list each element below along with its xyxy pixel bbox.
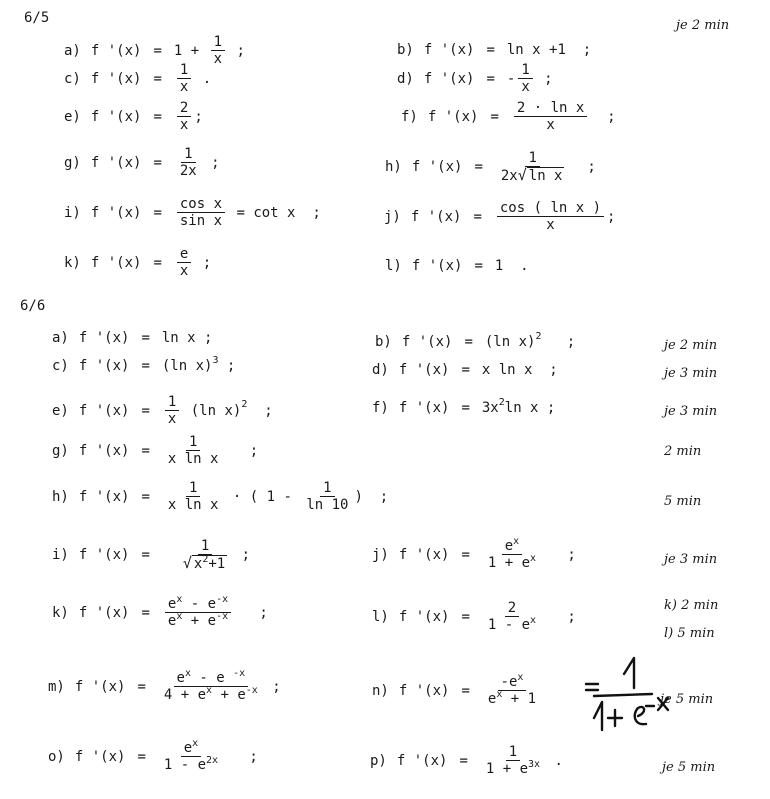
item-lhs: f '(x)	[78, 604, 130, 621]
item-lhs: f '(x)	[396, 752, 448, 769]
exponent: x	[530, 553, 537, 565]
item-6-6-h	[52, 480, 388, 513]
fraction	[165, 480, 222, 513]
denominator	[165, 613, 231, 629]
item-suffix: ;	[542, 608, 576, 625]
exponent: x	[530, 615, 537, 627]
item-letter: h)	[52, 488, 69, 505]
fraction	[177, 62, 191, 95]
item-letter: j)	[384, 208, 401, 225]
item-prefix: -	[506, 70, 516, 87]
equals-sign: =	[461, 682, 470, 699]
denominator-base: 1 + e	[487, 555, 531, 572]
item-lhs: f '(x)	[398, 546, 450, 563]
item-letter: h)	[385, 159, 402, 176]
numerator: 1	[181, 146, 195, 163]
numerator-base: e	[183, 740, 193, 756]
fraction	[177, 246, 191, 279]
item-suffix: ;	[224, 748, 258, 765]
item-lhs: f '(x)	[90, 254, 142, 271]
fraction	[161, 740, 221, 773]
item-suffix: ;	[542, 546, 576, 563]
denominator: x ln x	[167, 497, 219, 514]
denominator	[485, 617, 539, 633]
item-letter: g)	[64, 154, 81, 171]
item-lhs: f '(x)	[398, 362, 450, 378]
numerator: 1	[518, 62, 532, 79]
sqrt-radicand: ln x	[528, 168, 563, 185]
item-6-6-k	[52, 596, 268, 629]
item-6-5-k	[64, 246, 211, 279]
item-suffix: ;	[194, 254, 212, 271]
numerator: cos ( ln x )	[497, 200, 604, 217]
numerator: 2	[505, 600, 519, 617]
item-letter: k)	[64, 254, 81, 271]
fraction	[485, 600, 539, 633]
exponent: 2	[241, 399, 248, 411]
item-letter: p)	[370, 752, 387, 769]
item-lhs: f '(x)	[423, 70, 475, 87]
sqrt-radicand	[192, 555, 227, 572]
item-lhs: f '(x)	[78, 358, 130, 374]
equals-sign: =	[153, 154, 162, 171]
exponent: 2	[535, 330, 542, 342]
fraction	[177, 196, 225, 229]
numerator-base: e	[176, 670, 185, 686]
item-letter: f)	[372, 400, 389, 416]
item-suffix: ;	[228, 42, 245, 59]
numerator	[502, 538, 522, 555]
exponent: -x	[216, 611, 229, 623]
fraction	[180, 538, 230, 572]
equals-sign: =	[153, 108, 162, 125]
exponent: x	[517, 672, 524, 683]
item-letter: e)	[64, 108, 81, 125]
numerator: cos x	[177, 196, 225, 213]
item-suffix: ;	[541, 334, 576, 350]
numerator: 1	[186, 480, 200, 497]
item-prefix: x ln x ;	[481, 362, 558, 378]
numerator: 1	[177, 62, 191, 79]
item-lhs: f '(x)	[398, 608, 450, 625]
numerator-middle: - e	[182, 596, 217, 612]
time-note-6-6-n: je 5 min	[660, 692, 714, 707]
exponent: -x	[216, 594, 229, 605]
item-lhs: f '(x)	[410, 208, 462, 225]
denominator-base: 4 + e	[163, 687, 207, 704]
item-lhs: f '(x)	[427, 108, 479, 125]
denominator: ln 10	[306, 497, 349, 514]
exponent: x	[176, 594, 183, 605]
equals-sign: =	[137, 678, 146, 695]
time-note-6-6-g: 2 min	[664, 444, 702, 459]
section-label-6-5: 6/5	[24, 10, 50, 26]
radicand-tail: +1	[208, 556, 226, 573]
denominator	[180, 555, 230, 572]
item-lhs: f '(x)	[90, 108, 142, 125]
item-letter: b)	[397, 42, 414, 58]
equals-sign: =	[486, 70, 495, 87]
item-suffix: ;	[218, 358, 236, 374]
item-letter: k)	[52, 604, 69, 621]
item-lhs: f '(x)	[411, 258, 463, 274]
item-prefix: ln x +1 ;	[506, 42, 592, 58]
fraction	[165, 434, 222, 467]
denominator: x	[179, 117, 189, 134]
equals-sign: =	[461, 362, 470, 378]
item-suffix: ;	[535, 70, 553, 87]
item-suffix: ;	[202, 154, 220, 171]
denominator: x	[546, 117, 555, 134]
item-lhs: f '(x)	[78, 547, 130, 564]
numerator: e	[177, 246, 191, 263]
item-6-5-d	[397, 62, 553, 95]
time-note-6-6-k: k) 2 min	[664, 598, 719, 613]
denominator: x	[179, 263, 189, 280]
item-letter: i)	[52, 547, 69, 564]
time-note-6-6-p: je 5 min	[662, 760, 716, 775]
time-note-6-6-d: je 3 min	[664, 366, 718, 381]
item-6-5-i	[64, 196, 321, 229]
item-suffix: ;	[263, 678, 281, 695]
hand-denominator-one	[594, 702, 602, 730]
equals-sign: =	[141, 604, 150, 621]
item-suffix: ;	[570, 159, 596, 176]
item-prefix: 1 +	[173, 42, 208, 59]
numerator-base: e	[167, 596, 177, 612]
item-6-5-f	[401, 100, 616, 133]
exponent: 3x	[528, 759, 541, 771]
denominator-prefix: 2x	[500, 168, 518, 185]
equals-sign: =	[461, 608, 470, 625]
fraction	[211, 34, 225, 67]
equals-sign: =	[490, 108, 499, 125]
exponent: x	[184, 668, 191, 679]
denominator-base: 1 + e	[485, 761, 529, 778]
numerator: 2	[177, 100, 191, 117]
equals-sign: =	[141, 358, 150, 374]
denominator	[161, 687, 261, 703]
item-6-6-g	[52, 434, 258, 467]
item-prefix: (ln x)	[161, 358, 213, 374]
fraction	[165, 394, 179, 427]
denominator: 2x	[179, 163, 197, 180]
equals-sign: =	[153, 204, 162, 221]
numerator: 1	[320, 480, 334, 497]
exponent: 3	[212, 354, 219, 366]
hand-fraction-bar	[594, 694, 652, 696]
numerator-base: e	[504, 538, 514, 554]
item-suffix: ;	[233, 547, 251, 564]
exponent: x	[176, 611, 183, 623]
equals-sign: =	[474, 159, 483, 176]
item-6-6-m	[48, 670, 281, 703]
item-letter: n)	[372, 682, 389, 699]
item-letter: d)	[372, 362, 389, 378]
item-letter: c)	[52, 358, 69, 374]
item-lhs: f '(x)	[90, 204, 142, 221]
item-6-5-j	[384, 200, 615, 233]
time-note-6-5: je 2 min	[676, 18, 730, 33]
item-6-6-e	[52, 394, 273, 427]
denominator	[498, 167, 568, 184]
item-6-6-d	[372, 362, 558, 378]
numerator-base: -e	[500, 674, 518, 690]
item-lhs: f '(x)	[78, 402, 130, 419]
denominator-base: 1 - e	[163, 757, 207, 774]
item-6-5-g	[64, 146, 220, 179]
item-6-6-c	[52, 354, 236, 374]
item-letter: c)	[64, 70, 81, 87]
denominator: x ln x	[167, 451, 219, 468]
exponent: x	[513, 536, 520, 547]
fraction	[514, 100, 587, 133]
item-letter: b)	[375, 334, 392, 350]
denominator: x	[167, 411, 177, 428]
equals-sign: =	[153, 254, 162, 271]
radicand-base: x	[193, 556, 203, 573]
item-lhs: f '(x)	[411, 159, 463, 176]
numerator: 1	[211, 34, 225, 51]
equals-sign: =	[141, 330, 150, 346]
equals-sign: =	[141, 547, 150, 564]
item-6-6-n	[372, 674, 542, 707]
denominator-middle: + e	[212, 687, 246, 704]
item-lhs: f '(x)	[74, 748, 126, 765]
denominator	[483, 761, 543, 777]
item-lhs: f '(x)	[78, 330, 130, 346]
item-letter: e)	[52, 402, 69, 419]
item-lhs: f '(x)	[398, 400, 450, 416]
numerator	[181, 740, 201, 757]
item-6-6-f	[372, 396, 556, 416]
numerator: 1	[165, 394, 179, 411]
item-6-6-l	[372, 600, 576, 633]
item-6-5-e	[64, 100, 203, 133]
numerator: 1	[525, 150, 539, 167]
hand-e	[635, 707, 646, 724]
denominator-middle: + e	[182, 613, 217, 630]
item-letter: l)	[385, 258, 402, 274]
equals-sign: =	[153, 42, 162, 59]
item-6-5-l	[385, 258, 529, 274]
equals-sign: =	[137, 748, 146, 765]
time-note-6-6-h: 5 min	[664, 494, 702, 509]
equals-sign: =	[153, 70, 162, 87]
numerator: 1	[198, 538, 212, 555]
equals-sign: =	[486, 42, 495, 58]
sqrt-sign: √	[182, 554, 192, 573]
item-lhs: f '(x)	[423, 42, 475, 58]
fraction	[485, 674, 539, 707]
fraction	[165, 596, 231, 629]
fraction	[485, 538, 539, 571]
hand-numerator-one	[624, 658, 634, 688]
denominator: x	[213, 51, 223, 68]
fraction	[518, 62, 532, 95]
item-6-6-j	[372, 538, 576, 571]
denominator-base: e	[487, 691, 497, 708]
item-letter: l)	[372, 608, 389, 625]
item-suffix: ;	[224, 442, 259, 459]
exponent: 2	[202, 554, 209, 566]
exponent: -x	[233, 668, 246, 679]
time-note-6-6-j: je 3 min	[664, 552, 718, 567]
denominator	[161, 757, 221, 773]
item-middle: (ln x)	[182, 402, 242, 419]
item-letter: f)	[401, 108, 418, 125]
section-label-6-6: 6/6	[20, 298, 46, 314]
numerator: 2 · ln x	[514, 100, 587, 117]
fraction	[177, 100, 191, 133]
item-letter: i)	[64, 204, 81, 221]
item-6-6-p	[370, 744, 563, 777]
exponent: x	[496, 689, 503, 701]
item-lhs: f '(x)	[74, 678, 126, 695]
time-note-6-6-b: je 2 min	[664, 338, 718, 353]
equals-sign: =	[461, 546, 470, 563]
item-prefix: 3x	[481, 400, 499, 416]
item-6-6-i	[52, 538, 250, 572]
fraction	[497, 200, 604, 233]
item-lhs: f '(x)	[78, 488, 130, 505]
item-prefix: ln x ;	[161, 330, 213, 346]
denominator: x	[179, 79, 189, 96]
item-6-5-b	[397, 42, 591, 58]
denominator-tail: + 1	[502, 691, 537, 708]
exponent: x	[206, 685, 213, 697]
equals-sign: =	[141, 488, 150, 505]
item-letter: a)	[64, 42, 81, 59]
item-suffix: = cot x ;	[228, 204, 321, 221]
exponent: -x	[245, 685, 258, 697]
item-suffix: ln x ;	[504, 400, 556, 416]
item-suffix: .	[194, 70, 212, 87]
item-suffix: ;	[234, 604, 268, 621]
item-lhs: f '(x)	[90, 154, 142, 171]
fraction	[483, 744, 543, 777]
item-letter: g)	[52, 442, 69, 459]
item-lhs: f '(x)	[398, 682, 450, 699]
sqrt-sign: √	[517, 166, 527, 185]
numerator: 1	[506, 744, 520, 761]
denominator: sin x	[179, 213, 223, 230]
fraction	[161, 670, 261, 703]
time-note-6-6-l: l) 5 min	[664, 626, 715, 641]
numerator: 1	[186, 434, 200, 451]
exponent: x	[192, 738, 199, 749]
hand-plus	[608, 710, 622, 726]
equals-sign: =	[473, 208, 482, 225]
exponent: 2x	[206, 755, 219, 767]
item-lhs: f '(x)	[90, 42, 142, 59]
item-suffix: ;	[607, 208, 616, 225]
fraction	[177, 146, 200, 179]
item-middle: · ( 1 -	[224, 488, 301, 505]
item-prefix: 1 .	[494, 258, 529, 274]
fraction	[498, 150, 568, 184]
equals-sign: =	[459, 752, 468, 769]
item-lhs: f '(x)	[90, 70, 142, 87]
equals-sign: =	[141, 442, 150, 459]
item-letter: m)	[48, 678, 65, 695]
item-6-5-c	[64, 62, 211, 95]
item-6-6-o	[48, 740, 258, 773]
item-lhs: f '(x)	[78, 442, 130, 459]
denominator: x	[521, 79, 530, 96]
item-letter: d)	[397, 70, 414, 87]
item-lhs: f '(x)	[401, 334, 453, 350]
equals-sign: =	[474, 258, 483, 274]
item-suffix: ;	[247, 402, 273, 419]
denominator	[485, 691, 539, 707]
item-letter: j)	[372, 546, 389, 563]
fraction	[303, 480, 351, 513]
numerator-middle: - e	[190, 670, 234, 686]
time-note-6-6-f: je 3 min	[664, 404, 718, 419]
item-6-5-h	[385, 150, 596, 184]
item-letter: o)	[48, 748, 65, 765]
item-6-6-b	[375, 330, 576, 350]
denominator: x	[546, 217, 555, 234]
item-prefix: (ln x)	[484, 334, 536, 350]
exponent: 2	[498, 396, 505, 408]
denominator	[485, 555, 539, 571]
item-suffix: ) ;	[354, 488, 389, 505]
denominator-base: e	[167, 613, 177, 630]
item-6-6-a	[52, 330, 212, 346]
equals-sign: =	[141, 402, 150, 419]
item-suffix: ;	[590, 108, 616, 125]
item-suffix: .	[546, 752, 563, 769]
item-letter: a)	[52, 330, 69, 346]
denominator-base: 1 - e	[487, 617, 531, 634]
equals-sign: =	[464, 334, 473, 350]
equals-sign: =	[461, 400, 470, 416]
item-suffix: ;	[194, 108, 203, 125]
